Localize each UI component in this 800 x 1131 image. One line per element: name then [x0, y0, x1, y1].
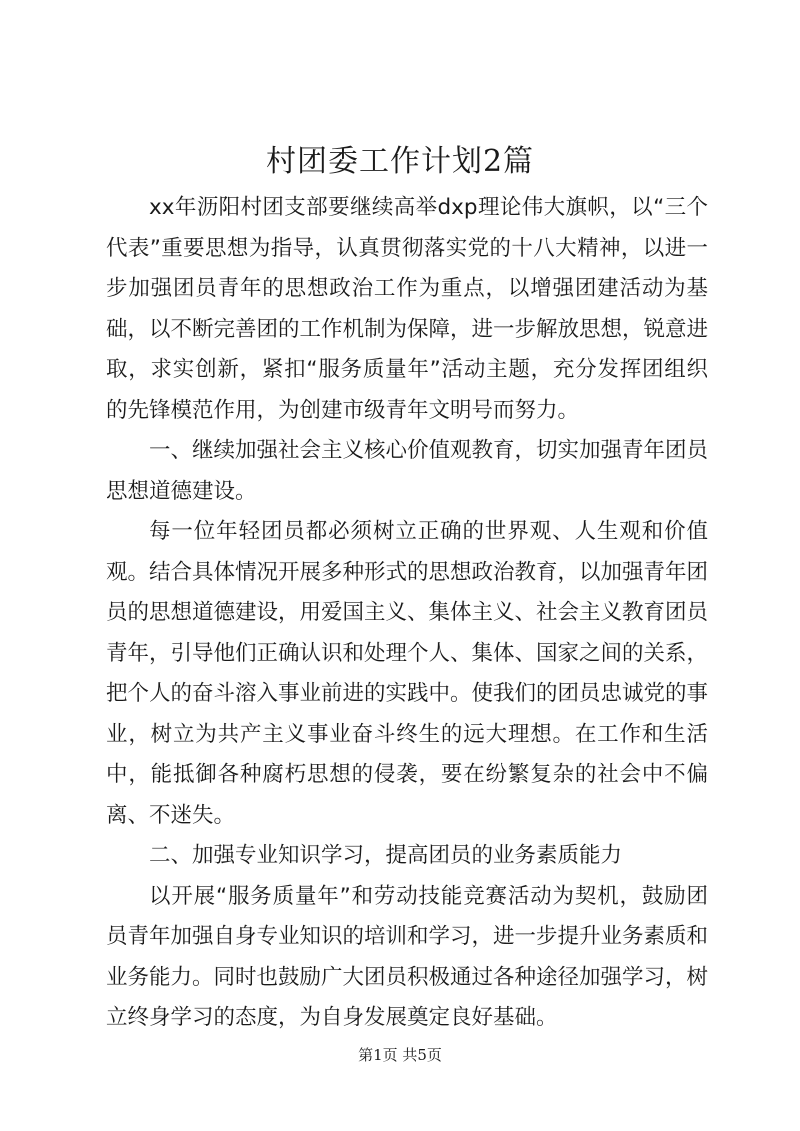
section-paragraph-2: 以开展“服务质量年”和劳动技能竞赛活动为契机，鼓励团员青年加强自身专业知识的培训和学习，进一步提升业务素质和业务能力。同时也鼓励广大团员积极通过各种途径加强学习，树立终身学习的态度，为自身发展奠定良好基础。 [106, 883, 709, 1030]
intro-paragraph: xx年沥阳村团支部要继续高举dxp理论伟大旗帜，以“三个代表”重要思想为指导，认真贯彻落实党的十八大精神，以进一步加强团员青年的思想政治工作为重点，以增强团建活动为基础，以不断完善团的工作机制为保障，进一步解放思想，锐意进取，求实创新，紧扣“服务质量年”活动主题，充分发挥团组织的先锋模范作用，为创建市级青年文明号而努力。 [106, 195, 709, 423]
section-heading-2: 二、加强专业知识学习，提高团员的业务素质能力 [149, 843, 623, 868]
section-heading-1: 一、继续加强社会主义核心价值观教育，切实加强青年团员思想道德建设。 [106, 438, 709, 504]
document-title: 村团委工作计划2篇 [265, 144, 535, 179]
section-paragraph-1: 每一位年轻团员都必须树立正确的世界观、人生观和价值观。结合具体情况开展多种形式的思想政治教育，以加强青年团员的思想道德建设，用爱国主义、集体主义、社会主义教育团员青年，引导他们正确认识和处理个人、集体、国家之间的关系，把个人的奋斗溶入事业前进的实践中。使我们的团员忠诚党的事业，树立为共产主义事业奋斗终生的远大理想。在工作和生活中，能抵御各种腐朽思想的侵袭，要在纷繁复杂的社会中不偏离、不迷失。 [106, 519, 709, 828]
page-number-footer: 第1页 共5页 [358, 1046, 442, 1064]
document-body [106, 188, 708, 1039]
